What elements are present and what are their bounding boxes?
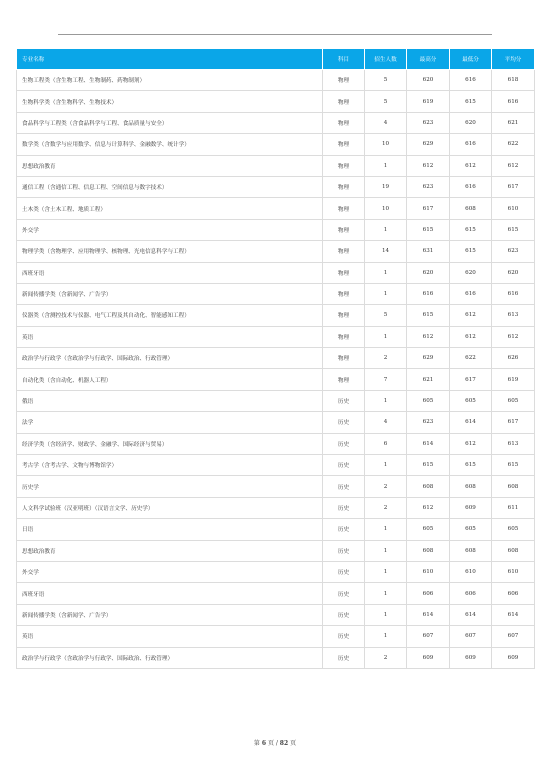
cell-subject: 历史: [323, 455, 365, 476]
cell-major: 俄语: [17, 390, 323, 411]
cell-avg-score: 620: [492, 262, 535, 283]
cell-avg-score: 617: [492, 412, 535, 433]
cell-max-score: 623: [407, 176, 450, 197]
cell-subject: 物理: [323, 134, 365, 155]
cell-min-score: 608: [450, 540, 492, 561]
cell-major: 通信工程（含通信工程、信息工程、空间信息与数字技术）: [17, 176, 323, 197]
cell-max-score: 615: [407, 219, 450, 240]
cell-subject: 物理: [323, 91, 365, 112]
cell-major: 思想政治教育: [17, 155, 323, 176]
cell-max-score: 608: [407, 540, 450, 561]
table-row: [17, 476, 535, 497]
footer-prefix: 第: [253, 740, 260, 747]
cell-enrollment: 5: [365, 305, 407, 326]
column-header-enrollment: 招生人数: [365, 49, 407, 70]
cell-subject: 历史: [323, 497, 365, 518]
cell-enrollment: 1: [365, 626, 407, 647]
cell-major: 生物科学类（含生物科学、生物技术）: [17, 91, 323, 112]
cell-min-score: 620: [450, 112, 492, 133]
cell-subject: 历史: [323, 626, 365, 647]
cell-avg-score: 617: [492, 176, 535, 197]
cell-subject: 历史: [323, 476, 365, 497]
cell-enrollment: 10: [365, 198, 407, 219]
footer-current-page: 6: [261, 740, 267, 747]
cell-max-score: 614: [407, 433, 450, 454]
cell-enrollment: 7: [365, 369, 407, 390]
cell-max-score: 614: [407, 604, 450, 625]
cell-enrollment: 1: [365, 283, 407, 304]
cell-avg-score: 626: [492, 348, 535, 369]
cell-avg-score: 613: [492, 305, 535, 326]
cell-min-score: 610: [450, 561, 492, 582]
cell-avg-score: 612: [492, 326, 535, 347]
cell-subject: 历史: [323, 433, 365, 454]
cell-avg-score: 605: [492, 390, 535, 411]
cell-min-score: 616: [450, 134, 492, 155]
cell-min-score: 608: [450, 476, 492, 497]
table-body: [17, 70, 535, 669]
cell-enrollment: 19: [365, 176, 407, 197]
cell-min-score: 615: [450, 91, 492, 112]
cell-avg-score: 612: [492, 155, 535, 176]
table-row: [17, 455, 535, 476]
cell-subject: 物理: [323, 305, 365, 326]
cell-major: 政治学与行政学（含政治学与行政学、国际政治、行政管理）: [17, 348, 323, 369]
cell-major: 外交学: [17, 219, 323, 240]
cell-subject: 物理: [323, 369, 365, 390]
table-row: [17, 561, 535, 582]
table-row: [17, 305, 535, 326]
cell-enrollment: 1: [365, 262, 407, 283]
cell-enrollment: 1: [365, 219, 407, 240]
cell-avg-score: 615: [492, 455, 535, 476]
cell-major: 西班牙语: [17, 583, 323, 604]
table-row: [17, 497, 535, 518]
table-row: [17, 134, 535, 155]
cell-max-score: 606: [407, 583, 450, 604]
cell-enrollment: 5: [365, 70, 407, 91]
cell-subject: 物理: [323, 326, 365, 347]
cell-max-score: 609: [407, 647, 450, 668]
cell-major: 自动化类（含自动化、机器人工程）: [17, 369, 323, 390]
cell-subject: 历史: [323, 561, 365, 582]
cell-max-score: 620: [407, 262, 450, 283]
cell-enrollment: 1: [365, 583, 407, 604]
table-row: [17, 176, 535, 197]
cell-min-score: 612: [450, 433, 492, 454]
cell-major: 食品科学与工程类（含食品科学与工程、食品质量与安全）: [17, 112, 323, 133]
cell-min-score: 620: [450, 262, 492, 283]
cell-max-score: 616: [407, 283, 450, 304]
cell-enrollment: 1: [365, 455, 407, 476]
cell-major: 政治学与行政学（含政治学与行政学、国际政治、行政管理）: [17, 647, 323, 668]
cell-avg-score: 610: [492, 561, 535, 582]
cell-subject: 物理: [323, 198, 365, 219]
cell-major: 新闻传播学类（含新闻学、广告学）: [17, 283, 323, 304]
cell-enrollment: 1: [365, 155, 407, 176]
cell-max-score: 623: [407, 112, 450, 133]
cell-max-score: 605: [407, 519, 450, 540]
cell-max-score: 620: [407, 70, 450, 91]
table-row: [17, 583, 535, 604]
cell-major: 生物工程类（含生物工程、生物制药、药物制剂）: [17, 70, 323, 91]
cell-avg-score: 616: [492, 91, 535, 112]
cell-avg-score: 613: [492, 433, 535, 454]
cell-subject: 历史: [323, 647, 365, 668]
cell-avg-score: 622: [492, 134, 535, 155]
cell-major: 物理学类（含物理学、应用物理学、核物理、光电信息科学与工程）: [17, 241, 323, 262]
cell-major: 数学类（含数学与应用数学、信息与计算科学、金融数学、统计学）: [17, 134, 323, 155]
cell-enrollment: 1: [365, 540, 407, 561]
cell-max-score: 617: [407, 198, 450, 219]
cell-subject: 历史: [323, 519, 365, 540]
cell-max-score: 610: [407, 561, 450, 582]
cell-min-score: 608: [450, 198, 492, 219]
table-row: [17, 519, 535, 540]
cell-subject: 物理: [323, 283, 365, 304]
footer-suffix: 页: [290, 740, 297, 747]
cell-subject: 物理: [323, 70, 365, 91]
cell-subject: 物理: [323, 112, 365, 133]
table-row: [17, 433, 535, 454]
cell-enrollment: 5: [365, 91, 407, 112]
cell-enrollment: 1: [365, 326, 407, 347]
table-row: [17, 540, 535, 561]
cell-min-score: 614: [450, 412, 492, 433]
table-row: [17, 626, 535, 647]
cell-min-score: 605: [450, 390, 492, 411]
cell-enrollment: 4: [365, 412, 407, 433]
cell-min-score: 616: [450, 283, 492, 304]
cell-subject: 历史: [323, 390, 365, 411]
cell-avg-score: 611: [492, 497, 535, 518]
cell-major: 英语: [17, 326, 323, 347]
table-row: [17, 70, 535, 91]
cell-enrollment: 1: [365, 561, 407, 582]
footer-total-pages: 82: [279, 740, 289, 747]
column-header-avg-score: 平均分: [492, 49, 535, 70]
table-header-row: [17, 49, 535, 70]
cell-max-score: 629: [407, 348, 450, 369]
cell-major: 土木类（含土木工程、地质工程）: [17, 198, 323, 219]
cell-avg-score: 606: [492, 583, 535, 604]
footer-middle: 页 /: [267, 740, 278, 747]
cell-avg-score: 621: [492, 112, 535, 133]
cell-avg-score: 623: [492, 241, 535, 262]
cell-max-score: 608: [407, 476, 450, 497]
cell-min-score: 617: [450, 369, 492, 390]
cell-min-score: 615: [450, 219, 492, 240]
table-row: [17, 412, 535, 433]
cell-max-score: 615: [407, 305, 450, 326]
cell-enrollment: 2: [365, 647, 407, 668]
header-rule: [58, 34, 492, 35]
cell-max-score: 607: [407, 626, 450, 647]
cell-avg-score: 615: [492, 219, 535, 240]
cell-avg-score: 608: [492, 540, 535, 561]
page-footer: [0, 738, 550, 747]
table-row: [17, 604, 535, 625]
cell-max-score: 631: [407, 241, 450, 262]
column-header-major: 专业名称: [17, 49, 323, 70]
cell-avg-score: 608: [492, 476, 535, 497]
cell-min-score: 605: [450, 519, 492, 540]
table-row: [17, 262, 535, 283]
cell-major: 日语: [17, 519, 323, 540]
table-row: [17, 348, 535, 369]
cell-min-score: 612: [450, 305, 492, 326]
cell-major: 英语: [17, 626, 323, 647]
table-row: [17, 369, 535, 390]
column-header-max-score: 最高分: [407, 49, 450, 70]
cell-subject: 历史: [323, 412, 365, 433]
table-row: [17, 91, 535, 112]
table-row: [17, 390, 535, 411]
cell-enrollment: 2: [365, 348, 407, 369]
table-row: [17, 219, 535, 240]
table-row: [17, 112, 535, 133]
admissions-table: [16, 48, 535, 669]
cell-enrollment: 4: [365, 112, 407, 133]
cell-min-score: 612: [450, 326, 492, 347]
cell-subject: 物理: [323, 155, 365, 176]
cell-major: 人文科学试验班（汉亚明班）（汉语言文学、历史学）: [17, 497, 323, 518]
cell-major: 考古学（含考古学、文物与博物馆学）: [17, 455, 323, 476]
cell-major: 新闻传播学类（含新闻学、广告学）: [17, 604, 323, 625]
cell-major: 历史学: [17, 476, 323, 497]
cell-enrollment: 2: [365, 476, 407, 497]
cell-subject: 物理: [323, 176, 365, 197]
cell-max-score: 612: [407, 326, 450, 347]
cell-avg-score: 616: [492, 283, 535, 304]
cell-avg-score: 614: [492, 604, 535, 625]
cell-major: 法学: [17, 412, 323, 433]
cell-avg-score: 607: [492, 626, 535, 647]
column-header-subject: 科目: [323, 49, 365, 70]
cell-major: 经济学类（含经济学、财政学、金融学、国际经济与贸易）: [17, 433, 323, 454]
cell-subject: 历史: [323, 540, 365, 561]
cell-subject: 物理: [323, 262, 365, 283]
table-row: [17, 283, 535, 304]
cell-enrollment: 14: [365, 241, 407, 262]
cell-avg-score: 609: [492, 647, 535, 668]
cell-min-score: 606: [450, 583, 492, 604]
cell-max-score: 629: [407, 134, 450, 155]
table-row: [17, 647, 535, 668]
cell-avg-score: 619: [492, 369, 535, 390]
cell-enrollment: 2: [365, 497, 407, 518]
cell-min-score: 609: [450, 497, 492, 518]
column-header-min-score: 最低分: [450, 49, 492, 70]
cell-avg-score: 618: [492, 70, 535, 91]
cell-max-score: 612: [407, 497, 450, 518]
cell-min-score: 616: [450, 176, 492, 197]
cell-avg-score: 610: [492, 198, 535, 219]
cell-min-score: 612: [450, 155, 492, 176]
cell-subject: 物理: [323, 219, 365, 240]
cell-subject: 历史: [323, 583, 365, 604]
cell-avg-score: 605: [492, 519, 535, 540]
cell-subject: 物理: [323, 241, 365, 262]
cell-enrollment: 6: [365, 433, 407, 454]
table-row: [17, 155, 535, 176]
cell-min-score: 622: [450, 348, 492, 369]
cell-min-score: 616: [450, 70, 492, 91]
cell-major: 外交学: [17, 561, 323, 582]
cell-major: 思想政治教育: [17, 540, 323, 561]
cell-major: 仪器类（含测控技术与仪器、电气工程及其自动化、智能感知工程）: [17, 305, 323, 326]
cell-enrollment: 1: [365, 604, 407, 625]
cell-min-score: 609: [450, 647, 492, 668]
cell-enrollment: 1: [365, 519, 407, 540]
table-row: [17, 241, 535, 262]
cell-max-score: 619: [407, 91, 450, 112]
cell-subject: 历史: [323, 604, 365, 625]
cell-min-score: 607: [450, 626, 492, 647]
table-row: [17, 198, 535, 219]
cell-subject: 物理: [323, 348, 365, 369]
cell-max-score: 612: [407, 155, 450, 176]
cell-enrollment: 10: [365, 134, 407, 155]
cell-min-score: 614: [450, 604, 492, 625]
cell-max-score: 615: [407, 455, 450, 476]
cell-min-score: 615: [450, 241, 492, 262]
cell-max-score: 605: [407, 390, 450, 411]
cell-min-score: 615: [450, 455, 492, 476]
cell-max-score: 623: [407, 412, 450, 433]
cell-enrollment: 1: [365, 390, 407, 411]
table-row: [17, 326, 535, 347]
cell-max-score: 621: [407, 369, 450, 390]
cell-major: 西班牙语: [17, 262, 323, 283]
